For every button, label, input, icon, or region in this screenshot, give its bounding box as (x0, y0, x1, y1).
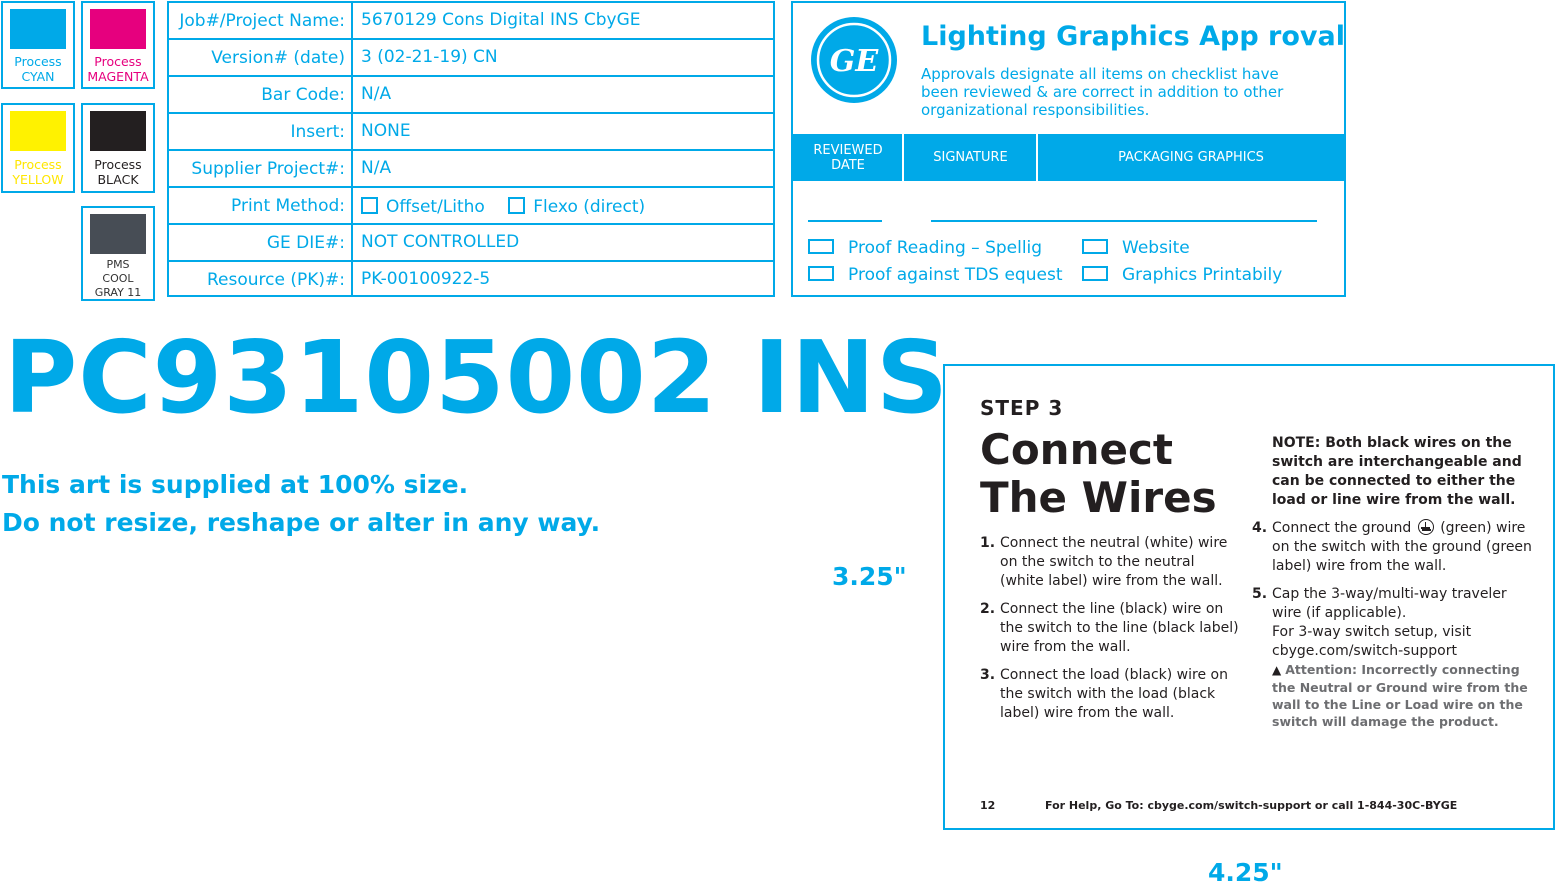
approval-desc-line: Approvals designate all items on checklist have (921, 65, 1279, 83)
warning-icon: ▲ (1272, 663, 1282, 677)
step-num: 5. (1252, 586, 1268, 602)
step-item-4 (1252, 519, 1532, 576)
step-item-5 (1252, 585, 1532, 661)
info-label: Version# (date) (169, 40, 353, 75)
swatch-label-line2: COOL (102, 272, 134, 285)
info-label: GE DIE#: (169, 225, 353, 260)
col-reviewed-line1: REVIEWED (813, 142, 883, 158)
width-dimension: 4.25" (1208, 858, 1283, 887)
signature-line[interactable] (931, 220, 1317, 222)
checkbox[interactable] (1082, 239, 1108, 254)
swatch-process-cyan (1, 1, 75, 89)
step-text: Connect the ground (1272, 520, 1412, 536)
step-item-1 (980, 534, 1242, 591)
step-num: 4. (1252, 520, 1268, 536)
col-packaging-graphics: PACKAGING GRAPHICS (1118, 150, 1264, 165)
info-row-insert (169, 114, 773, 151)
swatch-label-line2: MAGENTA (87, 69, 149, 84)
check-graphics-printability[interactable] (1082, 265, 1282, 285)
check-label: Proof against TDS equest (848, 265, 1063, 285)
checkbox[interactable] (1082, 266, 1108, 281)
step-label: STEP 3 (980, 396, 1064, 420)
info-row-print-method (169, 188, 773, 225)
page-number: 12 (980, 799, 996, 812)
info-label: Insert: (169, 114, 353, 149)
info-value: PK-00100922-5 (361, 269, 491, 289)
step-title-line2: The Wires (980, 473, 1217, 522)
swatch-label-line3: GRAY 11 (94, 286, 142, 299)
info-label: Supplier Project#: (169, 151, 353, 186)
option-offset-litho[interactable] (361, 190, 485, 224)
info-value: N/A (361, 84, 392, 104)
step-text: Cap the 3-way/multi-way traveler wire (if applicable). (1272, 586, 1507, 621)
print-method-options (361, 190, 663, 224)
swatch-label-line1: PMS (106, 258, 130, 271)
check-label: Proof Reading – Spellig (848, 238, 1043, 258)
swatch-label-line2: CYAN (21, 69, 55, 84)
swatch-label-line2: YELLOW (12, 172, 64, 187)
swatch-label-line1: Process (94, 157, 142, 172)
step-text: (green) wire on the switch with the ground (green label) wire from the wall. (1272, 520, 1532, 574)
help-footer: For Help, Go To: cbyge.com/switch-support or call 1-844-30C-BYGE (1045, 799, 1458, 812)
step-num: 2. (980, 601, 996, 617)
checkbox[interactable] (808, 239, 834, 254)
ge-logo-text: GE (829, 44, 879, 79)
wiring-note: NOTE: Both black wires on the switch are interchangeable and can be connected to either the load or line wire from the wall. (1272, 435, 1522, 508)
info-value: NOT CONTROLLED (361, 232, 520, 252)
steps-left-column (980, 534, 1242, 732)
step-item-2 (980, 600, 1242, 657)
info-value: 5670129 Cons Digital INS CbyGE (361, 10, 641, 30)
swatch-label-line1: Process (14, 54, 62, 69)
attention-warning (1252, 661, 1532, 730)
info-row-job (169, 3, 773, 40)
col-reviewed-date (793, 134, 903, 181)
info-label: Job#/Project Name: (169, 3, 353, 38)
swatch-chip-black (90, 111, 146, 151)
checkbox-flexo-direct[interactable] (508, 197, 525, 214)
info-row-die (169, 225, 773, 262)
option-label: Flexo (direct) (533, 197, 646, 217)
approval-title: Lighting Graphics App roval (921, 21, 1345, 52)
check-website[interactable] (1082, 238, 1190, 258)
swatch-chip-magenta (90, 9, 146, 49)
approval-header-bar (793, 134, 1344, 181)
height-dimension: 3.25" (832, 562, 907, 591)
swatch-chip-cyan (10, 9, 66, 49)
approval-description (921, 65, 1321, 119)
swatch-chip-gray (90, 214, 146, 254)
swatch-chip-yellow (10, 111, 66, 151)
ge-logo-icon (809, 15, 899, 105)
swatch-pms-cool-gray-11 (81, 206, 155, 301)
approval-desc-line: organizational responsibilities. (921, 101, 1150, 119)
step-text: Connect the neutral (white) wire on the switch to the neutral (white label) wire from the wall. (1000, 535, 1228, 589)
info-row-version (169, 40, 773, 77)
attention-text: Attention: Incorrectly connecting the Neutral or Ground wire from the wall to the Line or Load wire on the switch will damage the product. (1272, 662, 1528, 729)
info-row-supplier (169, 151, 773, 188)
info-value: N/A (361, 158, 392, 178)
step-text: Connect the line (black) wire on the switch to the line (black label) wire from the wall. (1000, 601, 1239, 655)
check-label: Website (1122, 238, 1190, 258)
check-proof-tds[interactable] (808, 265, 1062, 285)
info-label: Bar Code: (169, 77, 353, 112)
step-title (980, 426, 1217, 522)
swatch-process-black (81, 103, 155, 193)
step-num: 3. (980, 667, 996, 683)
checkbox-offset-litho[interactable] (361, 197, 378, 214)
swatch-label-line2: BLACK (97, 172, 139, 187)
option-flexo-direct[interactable] (508, 190, 645, 224)
step-item-3 (980, 666, 1242, 723)
project-info-table (167, 1, 775, 297)
swatch-process-yellow (1, 103, 75, 193)
step-title-line1: Connect (980, 425, 1173, 474)
steps-right-column (1252, 434, 1532, 730)
date-signature-line[interactable] (808, 220, 882, 222)
col-reviewed-line2: DATE (831, 157, 865, 173)
step-num: 1. (980, 535, 996, 551)
info-value: NONE (361, 121, 411, 141)
step-text: For 3-way switch setup, visit (1272, 624, 1472, 640)
col-signature: SIGNATURE (933, 150, 1008, 165)
step-text: Connect the load (black) wire on the switch with the load (black label) wire from the wall. (1000, 667, 1228, 721)
info-value: 3 (02-21-19) CN (361, 47, 498, 67)
swatch-process-magenta (81, 1, 155, 89)
option-label: Offset/Litho (386, 197, 485, 217)
art-code: PC93105002 INS (4, 319, 950, 436)
checkbox[interactable] (808, 266, 834, 281)
support-link[interactable]: cbyge.com/switch-support (1272, 643, 1457, 659)
info-label: Resource (PK)#: (169, 262, 353, 297)
step-3-panel (943, 364, 1555, 830)
art-note-line2: Do not resize, reshape or alter in any way. (2, 508, 601, 537)
art-note-line1: This art is supplied at 100% size. (2, 470, 469, 499)
swatch-label-line1: Process (14, 157, 62, 172)
check-proof-reading[interactable] (808, 238, 1042, 258)
info-row-barcode (169, 77, 773, 114)
ground-symbol-icon (1418, 519, 1434, 535)
info-row-resource (169, 262, 773, 297)
approval-desc-line: been reviewed & are correct in addition to other (921, 83, 1284, 101)
check-label: Graphics Printabily (1122, 265, 1283, 285)
lighting-graphics-approval (791, 1, 1346, 297)
swatch-label-line1: Process (94, 54, 142, 69)
info-label: Print Method: (169, 188, 353, 223)
